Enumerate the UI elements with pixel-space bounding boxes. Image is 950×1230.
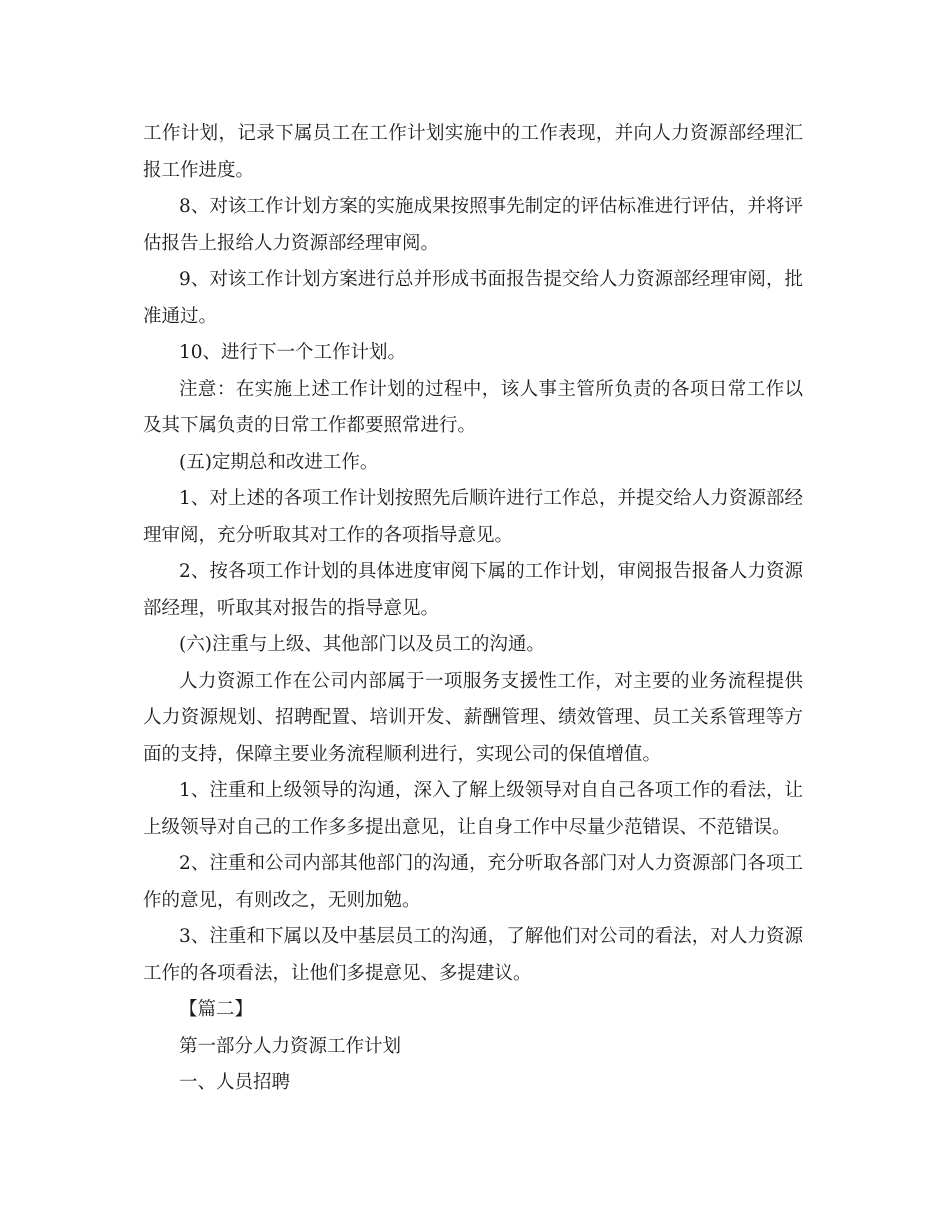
section-heading: 一、人员招聘 [179,1072,291,1093]
section-heading: (六)注重与上级、其他部门以及员工的沟通。 [179,634,545,655]
paragraph: 2、按各项工作计划的具体进度审阅下属的工作计划，审阅报告报备人力资源部经理，听取其对报告的指导意见。 [143,561,803,619]
paragraph: 1、对上述的各项工作计划按照先后顺许进行工作总，并提交给人力资源部经理审阅，充分听取其对工作的各项指导意见。 [143,488,803,546]
section-heading: (五)定期总和改进工作。 [179,451,379,473]
paragraph: 注意：在实施上述工作计划的过程中，该人事主管所负责的各项日常工作以及其下属负责的日常工作都要照常进行。 [143,378,803,436]
document-body [143,116,803,1102]
paragraph: 2、注重和公司内部其他部门的沟通，充分听取各部门对人力资源部门各项工作的意见，有则改之，无则加勉。 [143,853,803,911]
paragraph: 8、对该工作计划方案的实施成果按照事先制定的评估标准进行评估，并将评估报告上报给人力资源部经理审阅。 [143,196,803,254]
part-title: 第一部分人力资源工作计划 [179,1035,402,1057]
paragraph: 1、注重和上级领导的沟通，深入了解上级领导对自自己各项工作的看法，让上级领导对自己的工作多多提出意见，让自身工作中尽量少范错误、不范错误。 [143,780,803,838]
part-heading: 【篇二】 [179,999,254,1020]
paragraph: 10、进行下一个工作计划。 [179,342,407,363]
paragraph: 3、注重和下属以及中基层员工的沟通，了解他们对公司的看法，对人力资源工作的各项看法，让他们多提意见、多提建议。 [143,926,803,984]
paragraph: 人力资源工作在公司内部属于一项服务支援性工作，对主要的业务流程提供人力资源规划、招聘配置、培训开发、薪酬管理、绩效管理、员工关系管理等方面的支持，保障主要业务流程顺利进行，实现公司的保值增值。 [143,670,803,765]
paragraph: 9、对该工作计划方案进行总并形成书面报告提交给人力资源部经理审阅，批准通过。 [143,269,803,327]
paragraph: 工作计划，记录下属员工在工作计划实施中的工作表现，并向人力资源部经理汇报工作进度。 [143,123,803,181]
